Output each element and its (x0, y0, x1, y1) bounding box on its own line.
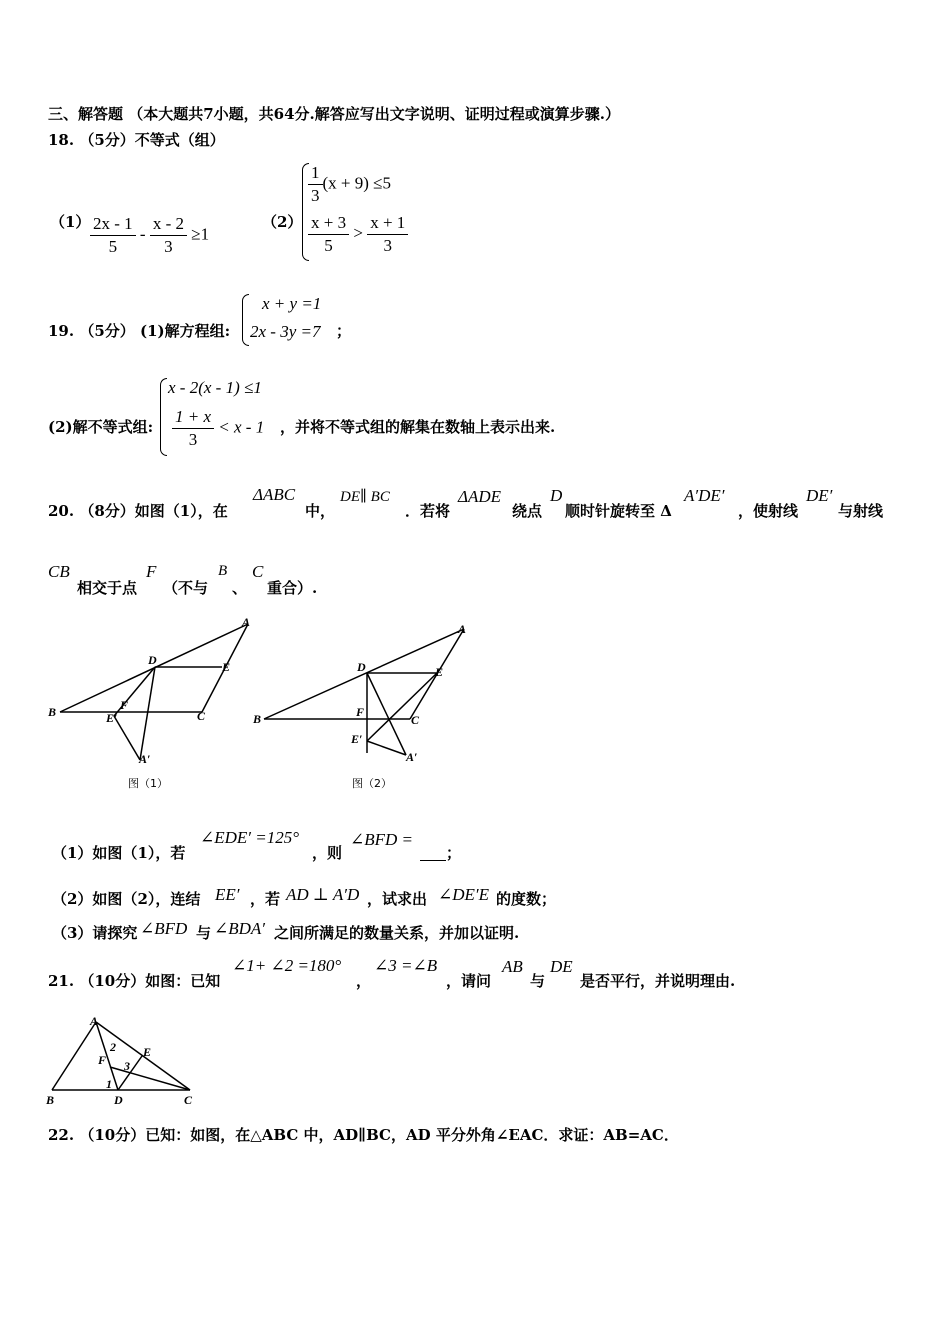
q20-s2-text-3: ，试求出 (367, 890, 428, 908)
q20-math-c: C (252, 562, 264, 581)
q18-part1-inequality (90, 213, 209, 258)
q20-s3-math-1: ∠BFD (140, 919, 188, 938)
q20-l2-text-3: 、 (232, 579, 248, 597)
q18-l2-f1-num: x + 3 (308, 212, 349, 235)
q21-fig-line-ab (52, 1022, 96, 1090)
q20-l2-text-2: （不与 (163, 579, 209, 597)
q21-fig-label-c: C (184, 1093, 193, 1107)
q18-f2-num: x - 2 (150, 213, 187, 236)
q20-l2-text-4: 重合）. (267, 579, 318, 597)
fig2-label-aprime: A′ (406, 750, 418, 764)
q18-third-fraction (308, 162, 323, 207)
q19-part1-end: ； (336, 322, 352, 340)
q20-s2-math-2: AD ⊥ A′D (286, 885, 360, 904)
q20-math-de-parallel-bc: DE∥ BC (340, 489, 390, 505)
q21-fig-line-fc (110, 1067, 190, 1090)
q21-fig-label-1: 1 (106, 1077, 112, 1091)
q21-text-4: 与 (530, 972, 546, 990)
q20-s3-text-1: （3）请探究 (52, 924, 138, 942)
q20-math-f: F (146, 562, 157, 581)
fig2-label-b: B (253, 712, 262, 726)
section-header: 三、解答题 （本大题共7小题，共64分.解答应写出文字说明、证明过程或演算步骤.） (48, 105, 620, 123)
q20-math-ade: ΔADE (458, 487, 502, 506)
q20-math-cb: CB (48, 562, 70, 581)
q18-l2-fraction-1 (308, 212, 349, 257)
fig2-label-c: C (411, 713, 420, 727)
fig2-label-d: D (357, 660, 366, 674)
q19-ineq-brace (160, 378, 167, 456)
fig1-label-b: B (48, 705, 57, 719)
q20-s1-math-2: ∠BFD = (350, 830, 414, 849)
q20-s3-math-2: ∠BDA′ (214, 919, 266, 938)
q20-s2-math-1: EE′ (215, 885, 240, 904)
q20-s2-text-4: 的度数； (496, 890, 557, 908)
q20-s1-text-1: （1）如图（1），若 (52, 844, 186, 862)
q20-text-7: 与射线 (838, 502, 884, 520)
q20-text-2: 中， (305, 502, 336, 520)
fig1-line-eprime-aprime (114, 716, 140, 760)
q18-f1-num: 2x - 1 (90, 213, 136, 236)
q18-third-num: 1 (308, 162, 323, 185)
q20-s2-text-1: （2）如图（2），连结 (52, 890, 201, 908)
q20-s2-text-2: ，若 (250, 890, 281, 908)
q21-fig-label-e: E (143, 1045, 152, 1059)
q18-f2-den: 3 (164, 237, 173, 256)
q21-fig-label-2: 2 (110, 1040, 116, 1054)
q20-text-1: 20. （8分）如图（1），在 (48, 502, 228, 520)
q20-figure-1 (40, 610, 260, 770)
fig1-label-eprime: E′ (106, 711, 118, 725)
q19-ineq-f-den: 3 (188, 430, 198, 449)
q21-figure (40, 1012, 210, 1107)
q21-fig-label-b: B (46, 1093, 55, 1107)
q18-l2-f2-num: x + 1 (367, 212, 408, 235)
q20-math-b: B (218, 563, 228, 579)
fig1-label-f: F (120, 698, 129, 712)
q20-math-abc: ΔABC (253, 485, 296, 504)
q21-text-5: 是否平行，并说明理由. (580, 972, 736, 990)
q18-part2-label: （2） (262, 213, 303, 231)
q20-s1-text-2: ，则 (312, 844, 343, 862)
q19-ineq-line2 (172, 406, 264, 451)
fig2-line-eprime-e (367, 673, 437, 741)
q18-l2-f1-den: 5 (324, 236, 333, 255)
q18-line1-rest: (x + 9) ≤5 (322, 173, 391, 193)
q21-text-1: 21. （10分）如图：已知 (48, 972, 221, 990)
q18-fraction-1 (90, 213, 136, 258)
q20-text-3: ．若将 (405, 502, 451, 520)
fig1-label-a: A (242, 615, 251, 629)
q18-system-line1 (308, 162, 391, 207)
q18-fraction-2 (150, 213, 187, 258)
fig2-label-eprime: E′ (351, 732, 363, 746)
q20-math-deprime: DE′ (806, 486, 833, 505)
q19-part1-label: (1)解方程组: (140, 322, 231, 340)
q20-s2-math-3: ∠DE′E (438, 885, 490, 904)
q21-text-2: ， (356, 972, 372, 990)
q21-math-de: DE (550, 957, 573, 976)
q19-part2-label: (2)解不等式组: (48, 418, 154, 436)
q18-rhs: ≥1 (191, 224, 210, 244)
q19-part2-tail: ，并将不等式组的解集在数轴上表示出来. (280, 418, 556, 436)
q19-sys-line2: 2x - 3y =7 (250, 322, 321, 341)
q20-text-5: 顺时针旋转至 Δ (565, 502, 672, 520)
q21-text-3: ，请问 (446, 972, 492, 990)
q18-l2-op: > (353, 223, 363, 243)
q21-math-2: ∠3 =∠B (374, 956, 438, 975)
q18-l2-fraction-2 (367, 212, 408, 257)
fig2-label-e: E (435, 665, 444, 679)
q21-fig-label-3: 3 (124, 1059, 130, 1073)
q20-s1-answer-blank (420, 846, 446, 865)
fig1-label-e: E (222, 660, 231, 674)
q20-fig2-caption: 图（2） (352, 777, 392, 790)
q20-text-4: 绕点 (512, 502, 543, 520)
fig1-line-da-prime (140, 667, 155, 760)
q19-ineq-fraction (172, 406, 214, 451)
q21-fig-label-f: F (98, 1053, 107, 1067)
q22-text: 22. （10分）已知：如图，在△ABC 中，AD∥BC，AD 平分外角∠EAC．求证：AB=AC． (48, 1126, 679, 1144)
q18-title: 18. （5分）不等式（组） (48, 131, 225, 149)
q20-math-d: D (550, 486, 563, 505)
q18-minus: - (139, 224, 146, 244)
q20-fig1-caption: 图（1） (128, 777, 168, 790)
q20-l2-text-1: 相交于点 (77, 579, 138, 597)
q21-math-ab: AB (502, 957, 523, 976)
q19-ineq-f-num: 1 + x (172, 406, 214, 429)
q21-math-1: ∠1+ ∠2 =180° (232, 956, 342, 975)
q20-math-adeprime: A′DE′ (684, 486, 725, 505)
q21-fig-label-d: D (114, 1093, 123, 1107)
q21-fig-label-a: A (90, 1014, 99, 1028)
q18-third-den: 3 (311, 186, 320, 205)
q20-s1-end: ； (446, 844, 462, 862)
q20-s3-text-2: 与 (196, 924, 212, 942)
q19-sys-line1: x + y =1 (262, 294, 322, 313)
q20-text-6: ，使射线 (738, 502, 799, 520)
q20-figure-2 (250, 615, 480, 775)
q18-l2-f2-den: 3 (383, 236, 392, 255)
q19-title: 19. （5分） (48, 322, 135, 340)
fig2-label-a: A (458, 622, 467, 636)
q19-ineq-rest: < x - 1 (218, 417, 265, 437)
q18-f1-den: 5 (108, 237, 118, 256)
q19-ineq-line1: x - 2(x - 1) ≤1 (168, 378, 262, 397)
fig1-label-aprime: A′ (139, 752, 151, 766)
q18-part1-label: （1） (50, 213, 91, 231)
fig2-label-f: F (356, 705, 365, 719)
q20-s1-math-1: ∠EDE′ =125° (200, 828, 300, 847)
fig1-label-c: C (197, 709, 206, 723)
fig1-label-d: D (148, 653, 157, 667)
q20-s3-text-3: 之间所满足的数量关系，并加以证明. (274, 924, 520, 942)
q18-system-line2 (308, 212, 408, 257)
q19-system-brace (242, 294, 249, 346)
